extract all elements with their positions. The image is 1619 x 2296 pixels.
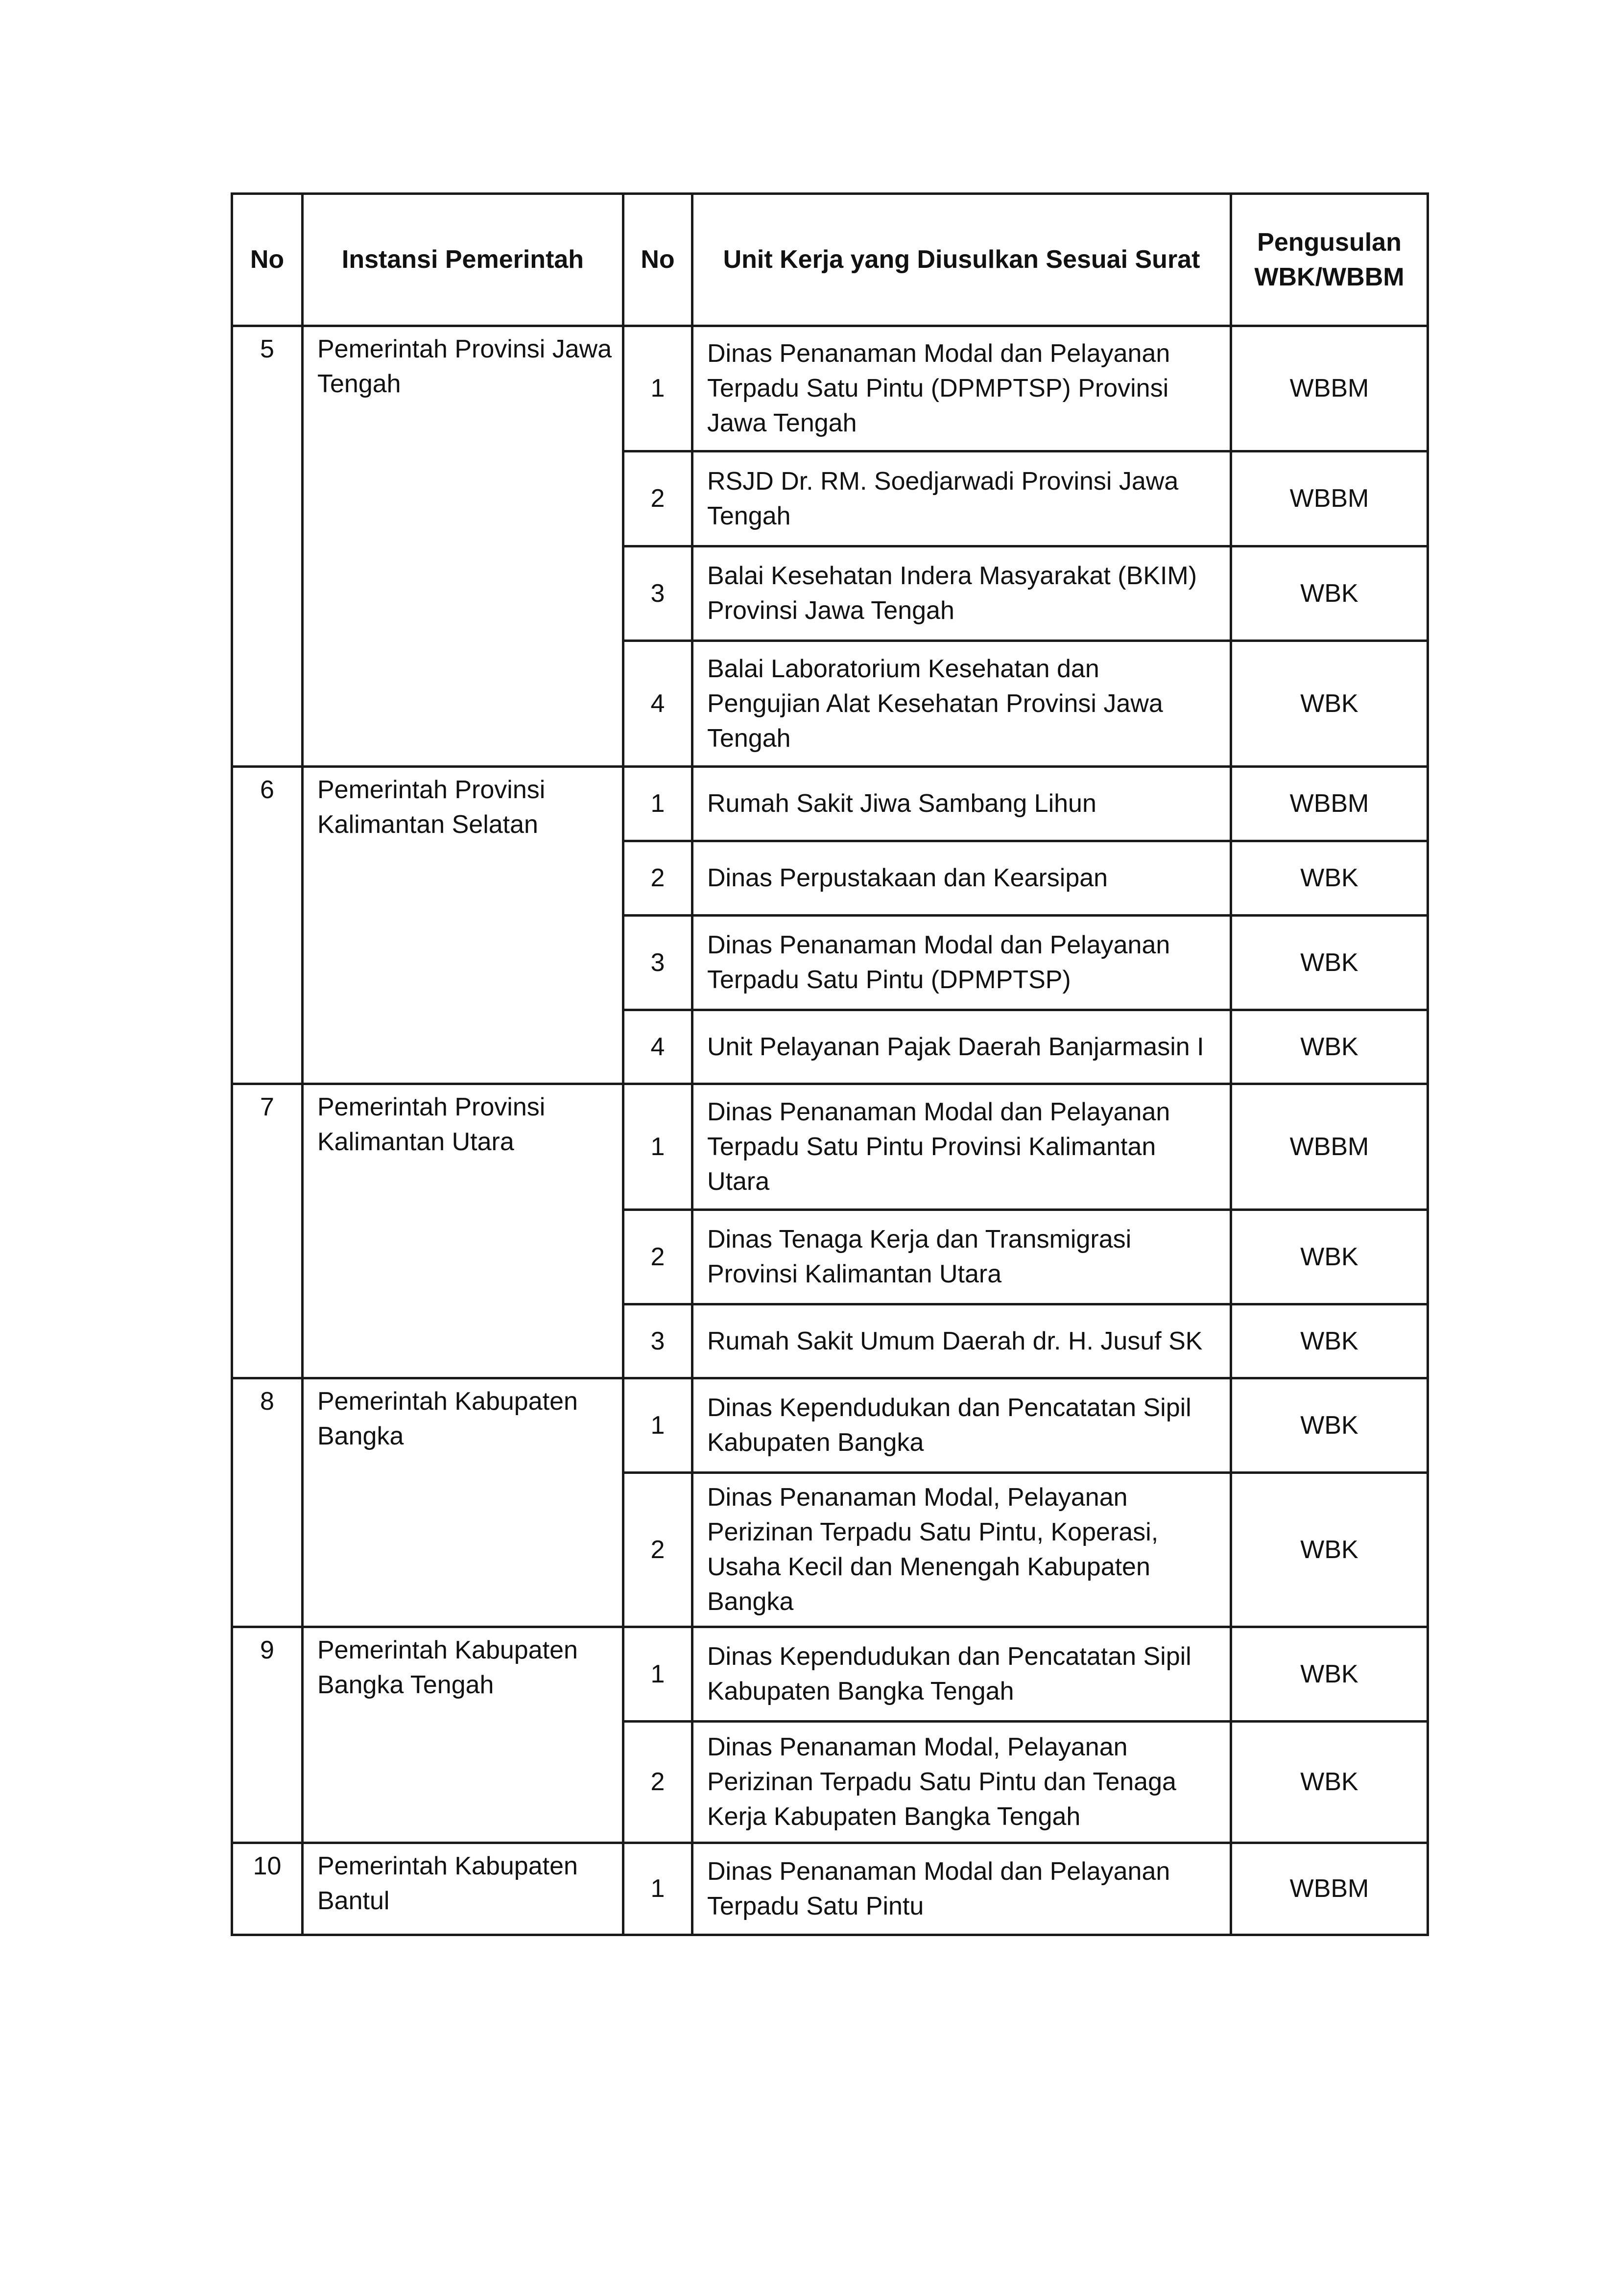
group-instansi: Pemerintah Provinsi Kalimantan Selatan bbox=[303, 767, 623, 1084]
header-row bbox=[232, 194, 1428, 326]
unit-no: 2 bbox=[623, 1210, 692, 1304]
unit-name: Dinas Tenaga Kerja dan Transmigrasi Provinsi Kalimantan Utara bbox=[692, 1210, 1231, 1304]
unit-pengusulan: WBK bbox=[1231, 1722, 1428, 1843]
unit-name: Dinas Perpustakaan dan Kearsipan bbox=[692, 841, 1231, 916]
unit-pengusulan: WBBM bbox=[1231, 1843, 1428, 1935]
unit-no: 2 bbox=[623, 451, 692, 546]
unit-name: Rumah Sakit Jiwa Sambang Lihun bbox=[692, 767, 1231, 841]
table-row bbox=[232, 1843, 1428, 1935]
unit-name: Balai Kesehatan Indera Masyarakat (BKIM) Provinsi Jawa Tengah bbox=[692, 546, 1231, 641]
group-instansi: Pemerintah Kabupaten Bantul bbox=[303, 1843, 623, 1935]
unit-no: 1 bbox=[623, 1627, 692, 1722]
unit-no: 4 bbox=[623, 1010, 692, 1084]
unit-pengusulan: WBK bbox=[1231, 1627, 1428, 1722]
unit-pengusulan: WBK bbox=[1231, 841, 1428, 916]
unit-name: Dinas Penanaman Modal dan Pelayanan Terpadu Satu Pintu Provinsi Kalimantan Utara bbox=[692, 1084, 1231, 1210]
unit-name: Dinas Penanaman Modal, Pelayanan Perizinan Terpadu Satu Pintu dan Tenaga Kerja Kabupaten Bangka Tengah bbox=[692, 1722, 1231, 1843]
table-row bbox=[232, 1084, 1428, 1210]
unit-name: Dinas Kependudukan dan Pencatatan Sipil Kabupaten Bangka bbox=[692, 1378, 1231, 1473]
unit-pengusulan: WBK bbox=[1231, 641, 1428, 767]
unit-pengusulan: WBK bbox=[1231, 1010, 1428, 1084]
group-instansi: Pemerintah Provinsi Jawa Tengah bbox=[303, 326, 623, 767]
unit-name: Dinas Penanaman Modal dan Pelayanan Terpadu Satu Pintu (DPMPTSP) bbox=[692, 916, 1231, 1010]
unit-pengusulan: WBBM bbox=[1231, 451, 1428, 546]
group-instansi: Pemerintah Kabupaten Bangka bbox=[303, 1378, 623, 1627]
unit-no: 2 bbox=[623, 841, 692, 916]
unit-no: 2 bbox=[623, 1473, 692, 1627]
unit-no: 4 bbox=[623, 641, 692, 767]
unit-name: Unit Pelayanan Pajak Daerah Banjarmasin I bbox=[692, 1010, 1231, 1084]
unit-no: 3 bbox=[623, 546, 692, 641]
header-unit: Unit Kerja yang Diusulkan Sesuai Surat bbox=[692, 194, 1231, 326]
header-instansi: Instansi Pemerintah bbox=[303, 194, 623, 326]
unit-no: 1 bbox=[623, 1378, 692, 1473]
unit-no: 3 bbox=[623, 1304, 692, 1378]
unit-pengusulan: WBBM bbox=[1231, 1084, 1428, 1210]
table-row bbox=[232, 326, 1428, 451]
unit-no: 1 bbox=[623, 1084, 692, 1210]
unit-no: 1 bbox=[623, 767, 692, 841]
unit-pengusulan: WBK bbox=[1231, 546, 1428, 641]
unit-pengusulan: WBK bbox=[1231, 916, 1428, 1010]
unit-name: Dinas Penanaman Modal dan Pelayanan Terpadu Satu Pintu bbox=[692, 1843, 1231, 1935]
unit-no: 1 bbox=[623, 1843, 692, 1935]
unit-no: 1 bbox=[623, 326, 692, 451]
group-no: 7 bbox=[232, 1084, 303, 1378]
group-no: 5 bbox=[232, 326, 303, 767]
group-no: 8 bbox=[232, 1378, 303, 1627]
group-instansi: Pemerintah Kabupaten Bangka Tengah bbox=[303, 1627, 623, 1843]
table-row bbox=[232, 767, 1428, 841]
header-no: No bbox=[232, 194, 303, 326]
unit-name: Balai Laboratorium Kesehatan dan Pengujian Alat Kesehatan Provinsi Jawa Tengah bbox=[692, 641, 1231, 767]
group-instansi: Pemerintah Provinsi Kalimantan Utara bbox=[303, 1084, 623, 1378]
unit-pengusulan: WBK bbox=[1231, 1210, 1428, 1304]
group-no: 10 bbox=[232, 1843, 303, 1935]
unit-pengusulan: WBK bbox=[1231, 1473, 1428, 1627]
header-sub-no: No bbox=[623, 194, 692, 326]
unit-pengusulan: WBBM bbox=[1231, 767, 1428, 841]
unit-name: RSJD Dr. RM. Soedjarwadi Provinsi Jawa Tengah bbox=[692, 451, 1231, 546]
table-row bbox=[232, 1627, 1428, 1722]
unit-pengusulan: WBK bbox=[1231, 1304, 1428, 1378]
unit-no: 2 bbox=[623, 1722, 692, 1843]
unit-no: 3 bbox=[623, 916, 692, 1010]
unit-pengusulan: WBBM bbox=[1231, 326, 1428, 451]
header-pengusulan: Pengusulan WBK/WBBM bbox=[1231, 194, 1428, 326]
unit-name: Dinas Penanaman Modal, Pelayanan Perizinan Terpadu Satu Pintu, Koperasi, Usaha Kecil dan Menengah Kabupaten Bangka bbox=[692, 1473, 1231, 1627]
group-no: 9 bbox=[232, 1627, 303, 1843]
table-row bbox=[232, 1378, 1428, 1473]
unit-name: Dinas Penanaman Modal dan Pelayanan Terpadu Satu Pintu (DPMPTSP) Provinsi Jawa Tengah bbox=[692, 326, 1231, 451]
unit-pengusulan: WBK bbox=[1231, 1378, 1428, 1473]
unit-name: Rumah Sakit Umum Daerah dr. H. Jusuf SK bbox=[692, 1304, 1231, 1378]
unit-proposal-table bbox=[231, 192, 1429, 1936]
unit-name: Dinas Kependudukan dan Pencatatan Sipil Kabupaten Bangka Tengah bbox=[692, 1627, 1231, 1722]
group-no: 6 bbox=[232, 767, 303, 1084]
